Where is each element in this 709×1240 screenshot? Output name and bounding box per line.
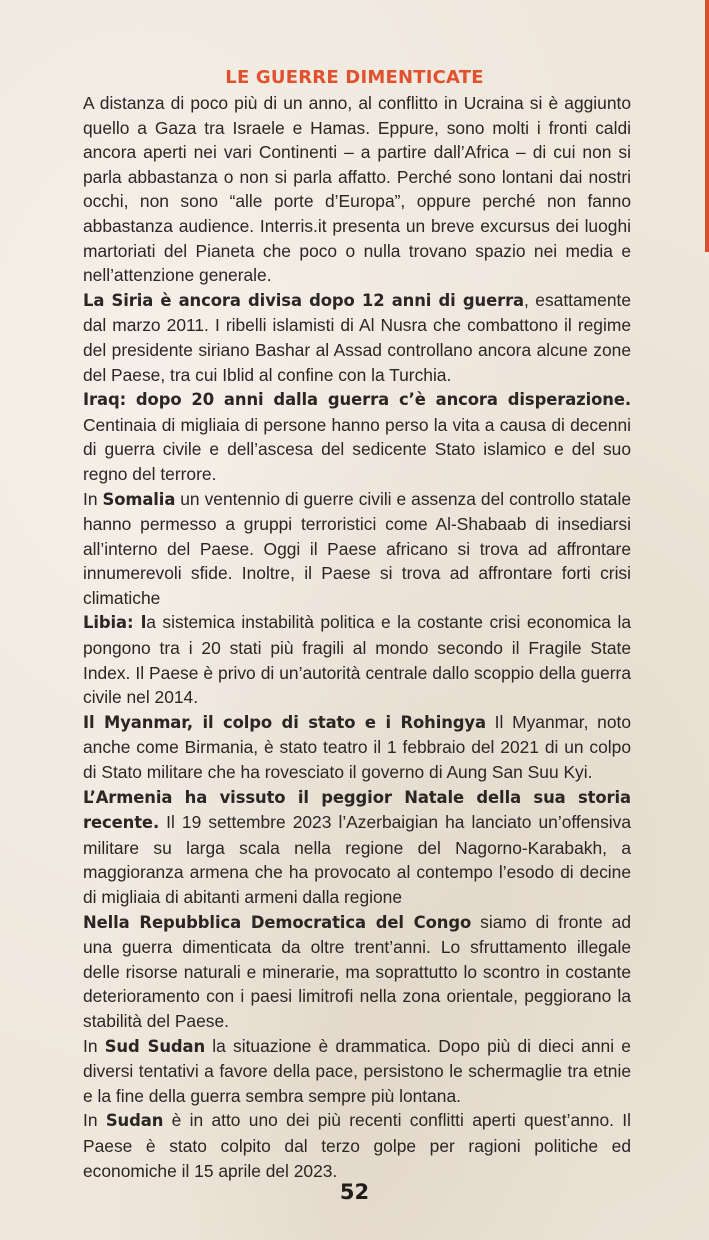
paragraph-congo: Nella Repubblica Democratica del Congo siamo di fronte ad una guerra dimenticata da oltre trent’anni. Lo sfruttamento illegale delle risorse naturali e minerarie, ma soprattutto lo scontro in costante deterioramento con i paesi limitrofi nella zona orientale, peggiorano la stabilità del Paese. [83, 911, 631, 1031]
page-number: 52 [339, 1180, 370, 1204]
page-title: LE GUERRE DIMENTICATE [225, 67, 484, 89]
paragraph-iraq: Iraq: dopo 20 anni dalla guerra c’è ancora disperazione. Centinaia di migliaia di persone hanno perso la vita a causa di decenni di guerra civile e dell’ascesa del sedicente Stato islamico e del suo regno del terrore. [83, 390, 631, 484]
paragraph-myanmar: Il Myanmar, il colpo di stato e i Rohingya Il Myanmar, noto anche come Birmania, è stato teatro il 1 febbraio del 2021 di un colpo di Stato militare che ha rovesciato il governo di Aung San Suu Kyi. [83, 711, 631, 783]
paragraph-sudan: In Sudan è in atto uno dei più recenti conflitti aperti quest’anno. Il Paese è stato colpito dal terzo golpe per ragioni politiche ed economiche il 15 aprile del 2023. [83, 1110, 631, 1181]
paragraph-libia: Libia: la sistemica instabilità politica e la costante crisi economica la pongono tra i 20 stati più fragili al mondo secondo il Fragile State Index. Il Paese è privo di un’autorità centrale dallo scoppio della guerra civile nel 2014. [83, 612, 631, 708]
intro-paragraph: A distanza di poco più di un anno, al conflitto in Ucraina si è aggiunto quello a Gaza tra Israele e Hamas. Eppure, sono molti i fronti caldi ancora aperti nei vari Continenti – a partire dall’Africa – di cui non si parla abbastanza o non si parla affatto. Perché sono lontani dai nostri occhi, non sono “alle porte d’Europa”, oppure perché non fanno abbastanza audience. Interris.it presenta un breve excursus dei luoghi martoriati del Pianeta che poco o nulla trovano spazio nei media e nell’attenzione generale. [83, 93, 631, 286]
page-edge-marker [705, 0, 709, 252]
article-body [83, 91, 631, 1183]
paragraph-somalia: In Somalia un ventennio di guerre civili e assenza del controllo statale hanno permesso a gruppi terroristici come Al-Shabaab di insediarsi all’interno del Paese. Oggi il Paese africano si trova ad affrontare innumerevoli sfide. Inoltre, il Paese si trova ad affrontare forti crisi climatiche [83, 488, 632, 608]
paragraph-armenia: L’Armenia ha vissuto il peggior Natale della sua storia recente. Il 19 settembre 2023 l’Azerbaigian ha lanciato un’offensiva militare su larga scala nella regione del Nagorno-Karabakh, a maggioranza armena che ha provocato al contempo l’esodo di decine di migliaia di abitanti armeni dalla regione [83, 787, 631, 907]
paragraph-sud-sudan: In Sud Sudan la situazione è drammatica. Dopo più di dieci anni e diversi tentativi a favore della pace, persistono le schermaglie tra etnie e la fine della guerra sembra sempre più lontana. [83, 1035, 631, 1106]
paragraph-siria: La Siria è ancora divisa dopo 12 anni di guerra, esattamente dal marzo 2011. I ribelli islamisti di Al Nusra che combattono il regime del presidente siriano Bashar al Assad controllano ancora alcune zone del Paese, tra cui Iblid al confine con la Turchia. [83, 289, 631, 385]
